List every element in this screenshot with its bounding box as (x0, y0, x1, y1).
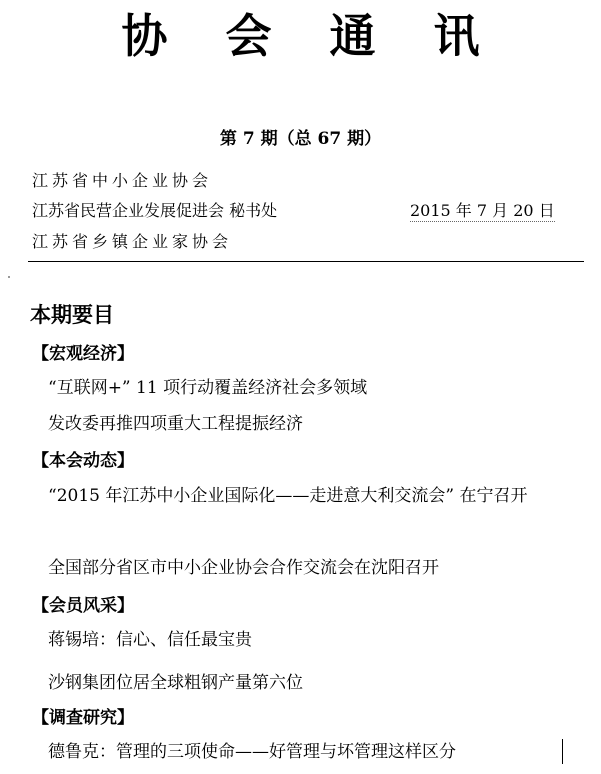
issue-number: 第 7 期（总 67 期） (219, 129, 382, 149)
toc-item[interactable]: 蒋锡培：信心、信任最宝贵 (48, 630, 252, 650)
text-cursor (562, 739, 563, 764)
organization-3: 江苏省乡镇企业家协会 (32, 232, 233, 251)
margin-mark (8, 276, 10, 278)
organization-1: 江苏省中小企业协会 (32, 171, 213, 190)
section-label-research: 【调查研究】 (32, 708, 134, 728)
section-label-member-profiles: 【会员风采】 (32, 596, 134, 616)
toc-item[interactable]: 沙钢集团位居全球粗钢产量第六位 (48, 673, 303, 693)
toc-heading: 本期要目 (30, 303, 114, 327)
newsletter-title: 协会通讯 (121, 9, 538, 63)
toc-item[interactable]: 德鲁克：管理的三项使命——好管理与坏管理这样区分 (48, 742, 456, 762)
header-divider (28, 261, 584, 262)
toc-item[interactable]: 发改委再推四项重大工程提振经济 (48, 414, 303, 434)
toc-item[interactable]: “2015 年江苏中小企业国际化——走进意大利交流会” 在宁召开 (48, 486, 528, 506)
section-label-association-news: 【本会动态】 (32, 451, 134, 471)
toc-item[interactable]: “互联网+” 11 项行动覆盖经济社会多领域 (48, 378, 368, 398)
publication-date: 2015 年 7 月 20 日 (410, 201, 555, 220)
section-label-macro-economy: 【宏观经济】 (32, 344, 134, 364)
organization-2: 江苏省民营企业发展促进会 秘书处 (32, 201, 278, 220)
toc-item[interactable]: 全国部分省区市中小企业协会合作交流会在沈阳召开 (48, 558, 439, 578)
